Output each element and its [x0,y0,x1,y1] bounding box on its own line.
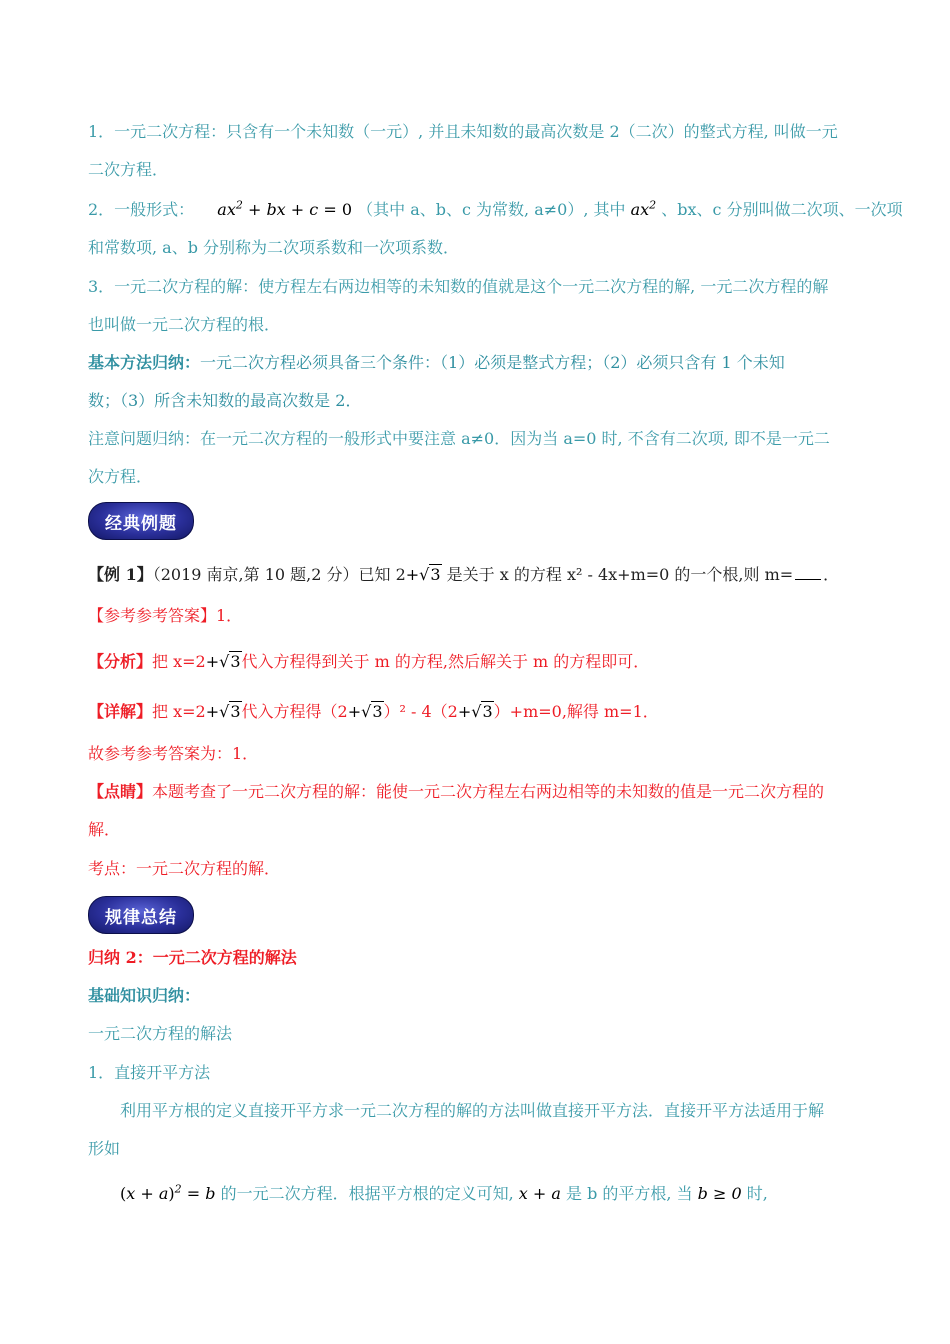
point-line-a [88,780,824,804]
last-text-a: 的一元二次方程．根据平方根的定义可知, [220,1184,514,1203]
analysis-label: 【分析】 [88,652,153,671]
example-text-a: （2019 南京,第 10 题,2 分）已知 2 [152,565,406,584]
method-line-b: 数；（3）所含未知数的最高次数是 2． [88,391,362,410]
note-line-a [88,427,830,451]
answer-line: 【参考参考答案】1． [88,606,243,625]
section2-sub: 基础知识归纳： [88,986,201,1005]
section2-heading: 归纳 2：一元二次方程的解法 [88,948,297,967]
item3-line-a: 3．一元二次方程的解：使方程左右两边相等的未知数的值就是这个一元二次方程的解, 一元二次方程的解 [88,277,829,296]
analysis-line [88,650,649,674]
detail-text-b: 代入方程得（2 [241,702,348,721]
analysis-text-a: 把 x=2 [152,652,206,671]
general-form-formula: $ax^2$ + bx + c = 0 [217,198,353,219]
topic-line: 考点：一元二次方程的解． [88,859,281,878]
detail-text-d: ）+m=0,解得 m=1． [493,702,659,721]
point-line-b: 解． [88,820,121,839]
item2-suffix: 、bx、c 分别叫做二次项、一次项 [661,200,903,219]
method-line-a [88,351,785,375]
x-plus-a-formula: x + a [518,1184,561,1203]
section2-last-line [120,1182,768,1206]
last-text-c: 时, [746,1184,768,1203]
point-text-a: 本题考查了一元二次方程的解：能使一元二次方程左右两边相等的未知数的值是一元二次方程的 [152,782,825,801]
point-label: 【点睛】 [88,782,153,801]
section2-para-a: 利用平方根的定义直接开平方求一元二次方程的解的方法叫做直接开平方法．直接开平方法适用于解 [120,1101,825,1120]
item2-line-a [88,198,903,222]
sqrt3-formula: +√3 [405,565,441,584]
sqrt3-formula: +√3 [205,702,241,721]
note-line-b: 次方程． [88,467,153,486]
item2-prefix: 2．一般形式： [88,200,195,219]
b-ge-0-formula: b ≥ 0 [697,1184,742,1203]
note-text-a: 在一元二次方程的一般形式中要注意 a≠0．因为当 a=0 时, 不含有二次项, 即不是一元二 [200,429,830,448]
example-text-end: ． [823,565,840,584]
example-question [88,563,839,587]
detail-text-a: 把 x=2 [152,702,206,721]
sqrt3-formula: +√3 [457,702,493,721]
item2-mid: （其中 a、b、c 为常数, a≠0）, 其中 [357,200,626,219]
conclusion-line: 故参考参考答案为：1． [88,744,259,763]
item3-line-b: 也叫做一元二次方程的根． [88,315,281,334]
item2-line-b: 和常数项, a、b 分别称为二次项系数和一次项系数． [88,238,460,257]
sqrt3-formula: +√3 [205,652,241,671]
classic-examples-badge: 经典例题 [88,502,194,540]
item1-line-a: 1．一元二次方程：只含有一个未知数（一元）, 并且未知数的最高次数是 2（二次）的整式方程, 叫做一元 [88,122,838,141]
detail-text-c: ）² - 4（2 [383,702,458,721]
sqrt3-formula: +√3 [347,702,383,721]
detail-label: 【详解】 [88,702,153,721]
answer-blank [795,579,821,580]
square-form-formula: $(x + a)^2 = b$ [120,1182,216,1203]
ax2-formula: $ax^2$ [630,198,657,219]
example-label: 【例 1】 [88,565,153,584]
last-text-b: 是 b 的平方根, 当 [565,1184,693,1203]
item1-line-b: 二次方程． [88,160,169,179]
method-label: 基本方法归纳： [88,353,201,372]
section2-para-b: 形如 [88,1139,121,1158]
analysis-text-b: 代入方程得到关于 m 的方程,然后解关于 m 的方程即可． [241,652,650,671]
note-label: 注意问题归纳： [88,429,201,448]
example-text-b: 是关于 x 的方程 x² - 4x+m=0 的一个根,则 m= [446,565,794,584]
detail-line [88,700,659,724]
section2-intro: 一元二次方程的解法 [88,1024,233,1043]
rule-summary-badge: 规律总结 [88,896,194,934]
section2-item1: 1．直接开平方法 [88,1063,211,1082]
method-text-a: 一元二次方程必须具备三个条件：（1）必须是整式方程；（2）必须只含有 1 个未知 [200,353,785,372]
